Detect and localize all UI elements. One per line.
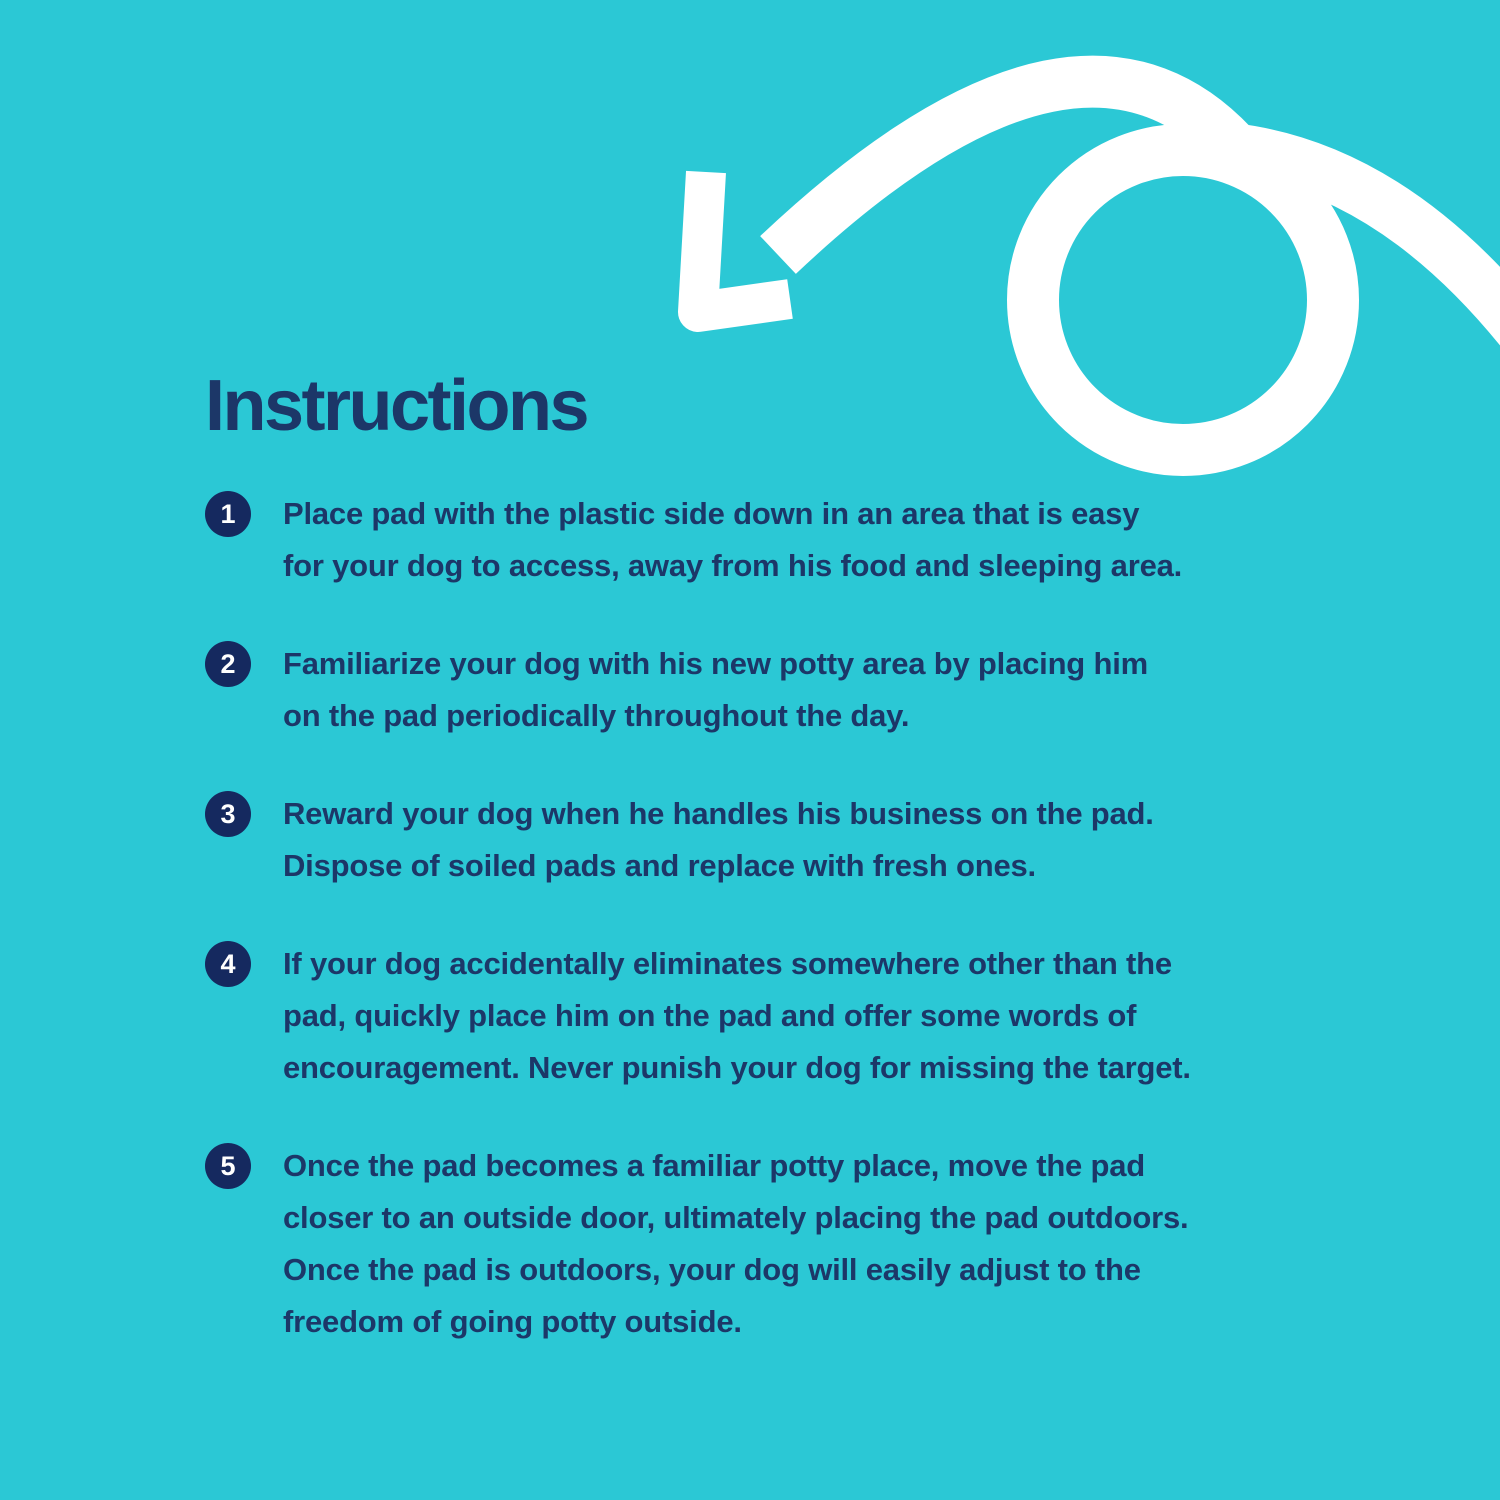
step-1-text <box>283 488 1182 592</box>
step-text-line: Reward your dog when he handles his business on the pad. <box>283 796 1154 831</box>
step-3-text <box>283 788 1154 892</box>
step-text-line: Once the pad is outdoors, your dog will easily adjust to the <box>283 1252 1141 1287</box>
page-title: Instructions <box>205 366 588 446</box>
step-text-line: closer to an outside door, ultimately placing the pad outdoors. <box>283 1200 1189 1235</box>
step-text-line: Once the pad becomes a familiar potty place, move the pad <box>283 1148 1146 1183</box>
step-5 <box>205 1140 1355 1348</box>
step-text-line: Familiarize your dog with his new potty area by placing him <box>283 646 1148 681</box>
instructions-content <box>205 366 1355 1394</box>
step-3-badge: 3 <box>205 791 251 837</box>
step-5-badge: 5 <box>205 1143 251 1189</box>
step-text-line: freedom of going potty outside. <box>283 1304 742 1339</box>
step-text-line: If your dog accidentally eliminates somewhere other than the <box>283 946 1172 981</box>
step-4 <box>205 938 1355 1094</box>
step-1-badge: 1 <box>205 491 251 537</box>
step-2-text <box>283 638 1148 742</box>
step-text-line: pad, quickly place him on the pad and offer some words of <box>283 998 1137 1033</box>
arrow-tail <box>1240 150 1500 335</box>
step-4-text <box>283 938 1191 1094</box>
step-text-line: Place pad with the plastic side down in an area that is easy <box>283 496 1140 531</box>
step-text-line: encouragement. Never punish your dog for missing the target. <box>283 1050 1191 1085</box>
steps-list <box>205 488 1355 1348</box>
step-5-text <box>283 1140 1188 1348</box>
step-2-badge: 2 <box>205 641 251 687</box>
step-4-badge: 4 <box>205 941 251 987</box>
step-3 <box>205 788 1355 892</box>
step-text-line: on the pad periodically throughout the day. <box>283 698 910 733</box>
step-text-line: Dispose of soiled pads and replace with fresh ones. <box>283 848 1036 883</box>
step-text-line: for your dog to access, away from his food and sleeping area. <box>283 548 1183 583</box>
step-1 <box>205 488 1355 592</box>
step-2 <box>205 638 1355 742</box>
